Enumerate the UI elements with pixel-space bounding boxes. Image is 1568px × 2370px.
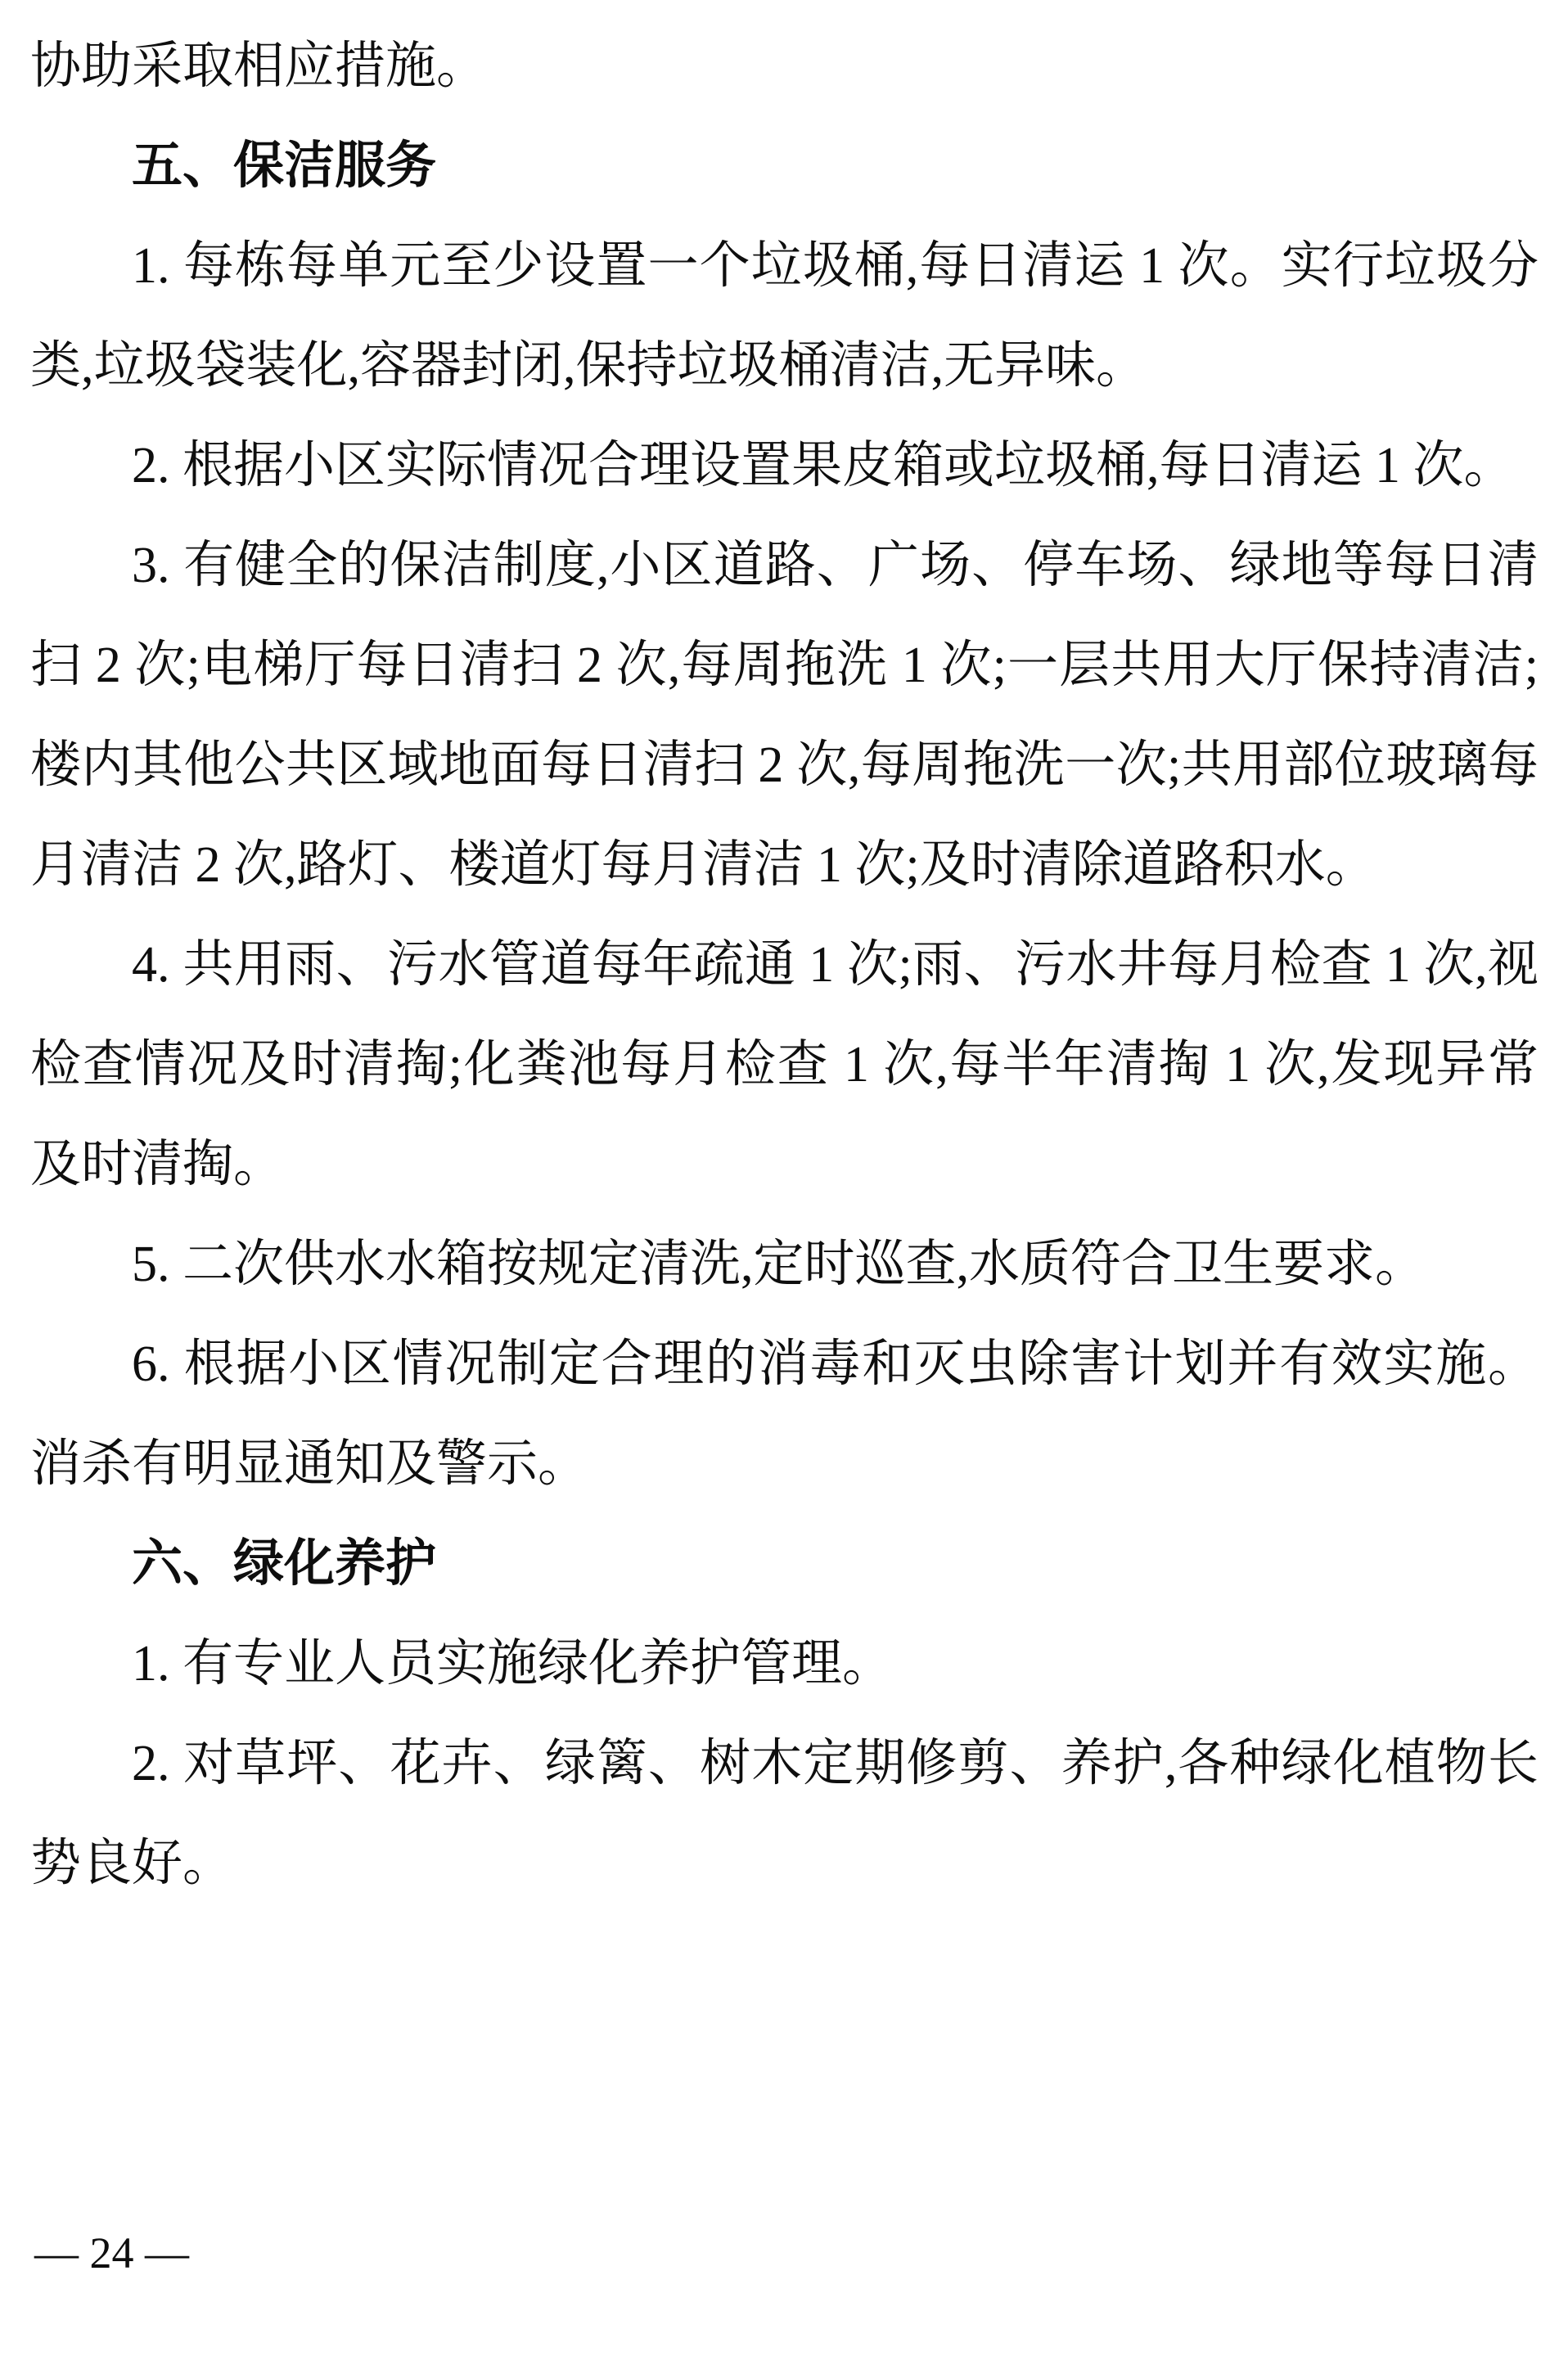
cleaning-item-5: 5. 二次供水水箱按规定清洗,定时巡查,水质符合卫生要求。 xyxy=(132,1237,1426,1292)
greening-item-2: 2. 对草坪、花卉、绿篱、树木定期修剪、养护,各种绿化植物长势良好。 xyxy=(30,1736,1539,1891)
section-heading-cleaning-services: 五、保洁服务 xyxy=(132,137,437,194)
cleaning-item-3: 3. 有健全的保洁制度,小区道路、广场、停车场、绿地等每日清扫 2 次;电梯厅每日清扫 2 次,每周拖洗 1 次;一层共用大厅保持清洁;楼内其他公共区域地面每日清扫 2 次,每周拖洗一次;共用部位玻璃每月清洁 2 次,路灯、楼道灯每月清洁 1 次;及时清除道路积水。 xyxy=(30,538,1539,893)
cleaning-item-1: 1. 每栋每单元至少设置一个垃圾桶,每日清运 1 次。实行垃圾分类,垃圾袋装化,容器封闭,保持垃圾桶清洁,无异味。 xyxy=(30,238,1539,394)
cleaning-item-2: 2. 根据小区实际情况合理设置果皮箱或垃圾桶,每日清运 1 次。 xyxy=(132,438,1515,493)
greening-item-1: 1. 有专业人员实施绿化养护管理。 xyxy=(132,1636,894,1692)
cleaning-item-6: 6. 根据小区情况制定合理的消毒和灭虫除害计划并有效实施。消杀有明显通知及警示。 xyxy=(30,1336,1539,1492)
cleaning-item-4: 4. 共用雨、污水管道每年疏通 1 次;雨、污水井每月检查 1 次,视检查情况及时清掏;化粪池每月检查 1 次,每半年清掏 1 次,发现异常及时清掏。 xyxy=(30,937,1539,1192)
page-number: — 24 — xyxy=(34,2228,189,2278)
section-heading-greening-maintenance: 六、绿化养护 xyxy=(132,1535,437,1592)
paragraph-intro-continuation: 协助采取相应措施。 xyxy=(30,38,488,94)
